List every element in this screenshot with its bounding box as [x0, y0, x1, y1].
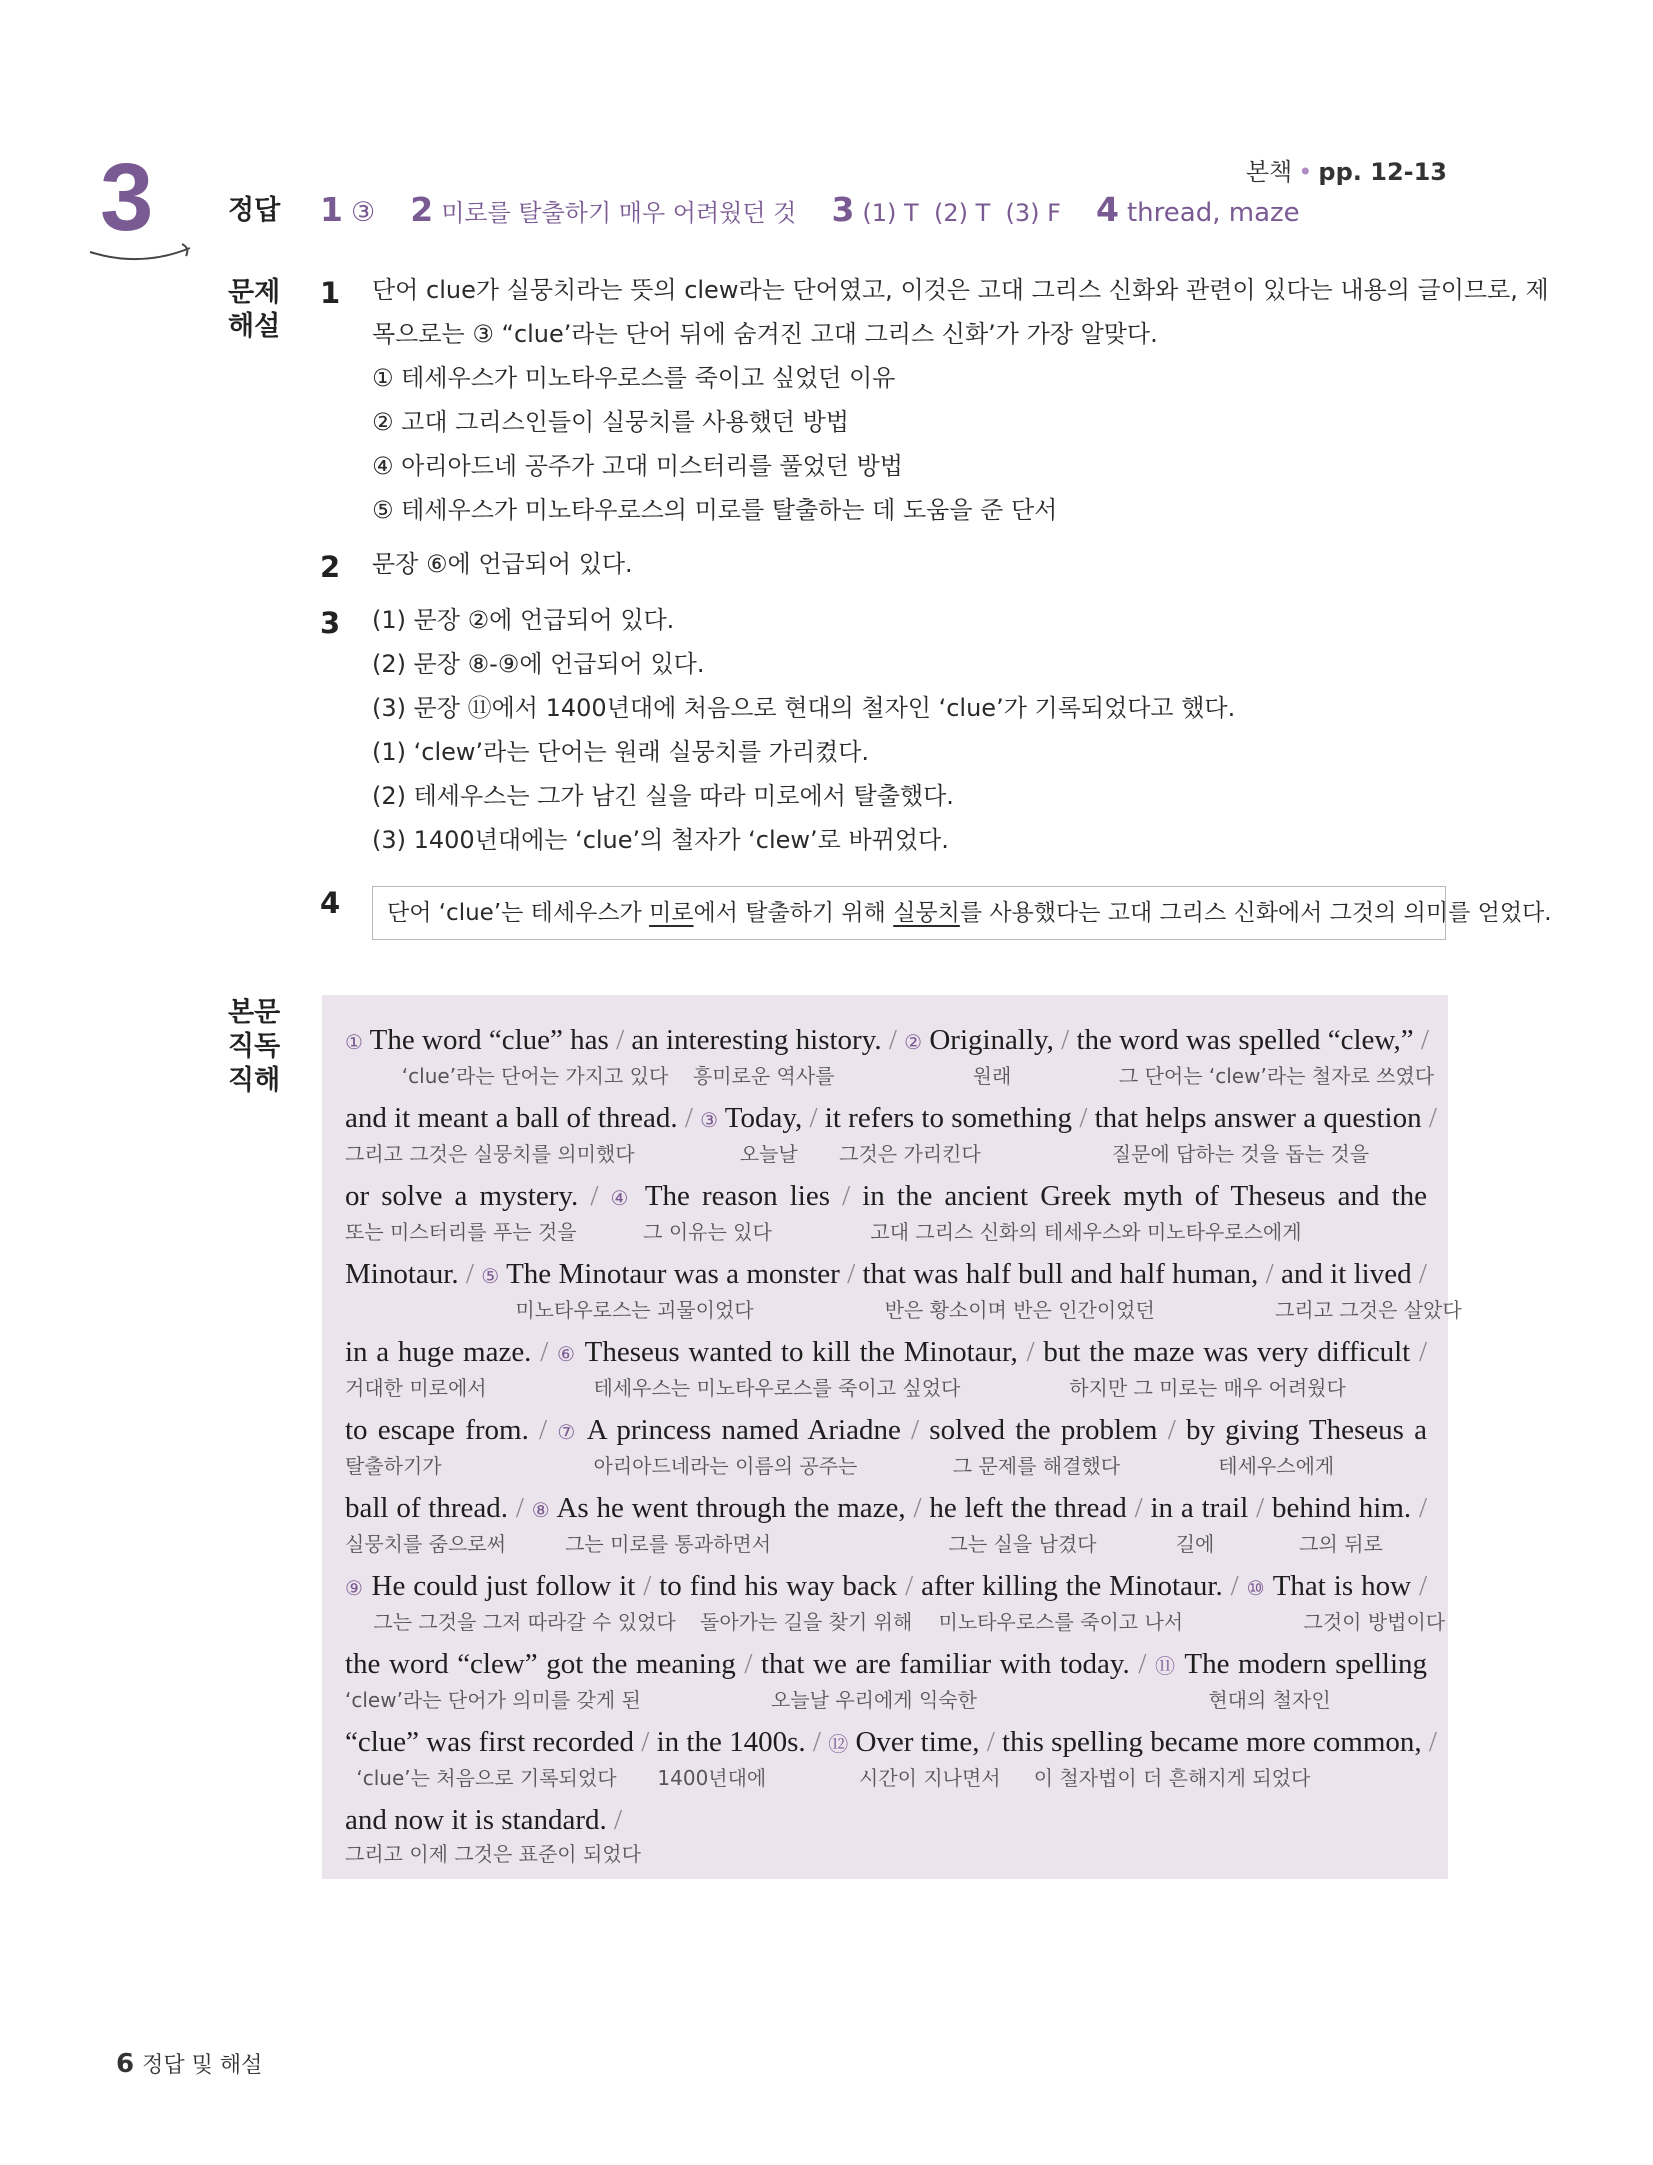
english-chunk: in the ancient Greek myth of Theseus and the [850, 1180, 1428, 1212]
explanation-label: 문제 해설 [228, 277, 281, 342]
chunk-divider: / [1418, 1492, 1428, 1524]
question-2-explanation: 문장 ⑥에 언급되어 있다. [372, 550, 633, 578]
reading-line [345, 1724, 1437, 1792]
english-chunk: to find his way back [651, 1570, 906, 1602]
reading-line [345, 1802, 1427, 1868]
english-chunk: after killing the Minotaur. [913, 1570, 1231, 1602]
page-footer [116, 2048, 262, 2079]
korean-gloss: 거대한 미로에서 [345, 1376, 487, 1400]
korean-gloss: ‘clew’라는 단어가 의미를 갖게 된 [345, 1688, 641, 1712]
korean-gloss: 그는 그것을 그저 따라갈 수 있었다 [373, 1610, 676, 1634]
korean-gloss: 그리고 이제 그것은 표준이 되었다 [345, 1842, 641, 1866]
bullet-dot: • [1298, 158, 1313, 186]
sentence-number: ② [904, 1030, 923, 1054]
korean-gloss: 하지만 그 미로는 매우 어려웠다 [1069, 1376, 1346, 1400]
reading-line [345, 1568, 1446, 1636]
sentence-number: ⑨ [345, 1576, 364, 1600]
english-chunk: Theseus wanted to kill the Minotaur, [576, 1336, 1027, 1368]
chunk-divider: / [913, 1492, 922, 1524]
korean-gloss-row [345, 1138, 1427, 1168]
english-text [345, 1334, 1427, 1372]
answer-key-label: 정답 [228, 195, 281, 226]
korean-gloss: 그것은 가리킨다 [839, 1142, 981, 1166]
chunk-divider: / [515, 1492, 524, 1524]
korean-gloss: 1400년대에 [657, 1766, 767, 1790]
english-chunk: The Minotaur was a monster [499, 1258, 848, 1290]
chunk-divider: / [1265, 1258, 1274, 1290]
english-text [345, 1802, 1427, 1838]
english-chunk [547, 1414, 557, 1446]
english-chunk: that helps answer a question [1087, 1102, 1429, 1134]
unit-number: 3 [100, 144, 154, 251]
korean-gloss: 반은 황소이며 반은 인간이었던 [884, 1298, 1155, 1322]
chunk-divider: / [614, 1804, 623, 1836]
chunk-divider: / [888, 1024, 897, 1056]
english-chunk [598, 1180, 610, 1212]
chunk-divider: / [1256, 1492, 1265, 1524]
chunk-divider: / [1061, 1024, 1070, 1056]
underlined-thread-ball: 실뭉치 [893, 900, 960, 926]
answer-1: 1 ③ [320, 190, 376, 229]
korean-gloss: 질문에 답하는 것을 돕는 것을 [1111, 1142, 1370, 1166]
chunk-divider: / [1418, 1570, 1428, 1602]
korean-gloss: 고대 그리스 신화의 테세우스와 미노타우로스에게 [870, 1220, 1302, 1244]
english-text [345, 1412, 1427, 1450]
chunk-divider: / [1138, 1648, 1147, 1680]
chunk-divider: / [986, 1726, 995, 1758]
chunk-divider: / [1079, 1102, 1088, 1134]
english-chunk: and it meant a ball of thread. [345, 1102, 685, 1134]
korean-gloss-row [345, 1606, 1446, 1636]
english-text [345, 1646, 1427, 1684]
english-chunk: Originally, [922, 1024, 1062, 1056]
korean-gloss-row [345, 1838, 1427, 1868]
chunk-divider: / [1428, 1102, 1437, 1134]
korean-gloss-row [345, 1450, 1427, 1480]
sentence-number: ⑧ [531, 1498, 551, 1522]
english-chunk: in a huge maze. [345, 1336, 541, 1368]
english-chunk: in a trail [1142, 1492, 1257, 1524]
english-chunk [548, 1336, 557, 1368]
korean-gloss: 돌아가는 길을 찾기 위해 [700, 1610, 913, 1634]
english-chunk: The reason lies [633, 1180, 843, 1212]
chunk-divider: / [911, 1414, 920, 1446]
english-chunk: he left the thread [921, 1492, 1135, 1524]
sentence-number: ① [345, 1030, 363, 1054]
korean-gloss: 또는 미스터리를 푸는 것을 [345, 1220, 577, 1244]
english-text [345, 1724, 1437, 1762]
question-2-number: 2 [320, 550, 341, 584]
chunk-divider: / [1026, 1336, 1035, 1368]
chunk-divider: / [842, 1180, 851, 1212]
page-number: 6 [116, 2049, 135, 2079]
chunk-divider: / [1230, 1570, 1239, 1602]
english-chunk: that was half bull and half human, [855, 1258, 1266, 1290]
english-text [345, 1256, 1427, 1294]
answer-2: 2 미로를 탈출하기 매우 어려웠던 것 [410, 190, 797, 229]
reading-line [345, 1412, 1427, 1480]
reading-line [345, 1334, 1427, 1402]
sentence-number: ⑩ [1246, 1576, 1266, 1600]
korean-gloss: 그는 미로를 통과하면서 [565, 1532, 772, 1556]
korean-gloss: 그것이 방법이다 [1303, 1610, 1446, 1634]
question-1-number: 1 [320, 276, 341, 310]
chunk-divider: / [641, 1726, 650, 1758]
sentence-number: ⑥ [557, 1342, 577, 1366]
english-chunk: That is how [1265, 1570, 1419, 1602]
korean-gloss: 흥미로운 역사를 [692, 1064, 835, 1088]
page-reference [1246, 152, 1447, 187]
korean-gloss: 현대의 철자인 [1208, 1688, 1331, 1712]
korean-gloss: 실뭉치를 줌으로써 [345, 1532, 506, 1556]
sentence-number: ⑤ [481, 1264, 500, 1288]
reading-line [345, 1100, 1437, 1168]
korean-gloss: ‘clue’라는 단어는 가지고 있다 [401, 1064, 669, 1088]
korean-gloss: 시간이 지나면서 [859, 1766, 1001, 1790]
korean-gloss-row [345, 1528, 1427, 1558]
english-text [345, 1568, 1427, 1606]
korean-gloss: 탈출하기가 [345, 1454, 442, 1478]
english-chunk: A princess named Ariadne [578, 1414, 912, 1446]
chunk-divider: / [1134, 1492, 1143, 1524]
underlined-maze: 미로 [649, 900, 694, 926]
english-chunk: the word “clew” got the meaning [345, 1648, 745, 1680]
sentence-number: ⑦ [557, 1420, 579, 1444]
english-chunk: Today, [718, 1102, 810, 1134]
english-chunk: and it lived [1273, 1258, 1419, 1290]
english-chunk: in the 1400s. [649, 1726, 813, 1758]
footer-title: 정답 및 해설 [142, 2053, 263, 2078]
korean-gloss: ‘clue’는 처음으로 기록되었다 [356, 1766, 617, 1790]
korean-gloss-row [345, 1372, 1427, 1402]
english-text [345, 1178, 1427, 1216]
english-chunk: ball of thread. [345, 1492, 516, 1524]
chunk-divider: / [590, 1180, 599, 1212]
chunk-divider: / [465, 1258, 474, 1290]
chunk-divider: / [847, 1258, 856, 1290]
reading-line [345, 1178, 1427, 1246]
english-text [345, 1100, 1437, 1138]
english-chunk: solved the problem [919, 1414, 1168, 1446]
korean-gloss: 이 철자법이 더 흔해지게 되었다 [1033, 1766, 1311, 1790]
english-chunk [1239, 1570, 1247, 1602]
reading-line [345, 1022, 1435, 1090]
sentence-number: ③ [700, 1108, 719, 1132]
sentence-number: ⑫ [828, 1732, 849, 1756]
english-text [345, 1490, 1427, 1528]
answer-3: 3 (1) T (2) T (3) F [831, 190, 1061, 229]
korean-gloss: 오늘날 우리에게 익숙한 [771, 1688, 977, 1712]
korean-gloss: 아리아드네라는 이름의 공주는 [593, 1454, 858, 1478]
question-4-number: 4 [320, 886, 341, 920]
english-chunk: that we are familiar with today. [752, 1648, 1139, 1680]
korean-gloss: 미노타우로스를 죽이고 나서 [938, 1610, 1184, 1634]
english-chunk [1146, 1648, 1155, 1680]
english-chunk: The modern spelling [1176, 1648, 1428, 1680]
english-chunk: it refers to something [817, 1102, 1080, 1134]
chunk-divider: / [1418, 1336, 1427, 1368]
chunk-divider: / [1418, 1258, 1427, 1290]
korean-gloss: 그리고 그것은 살았다 [1275, 1298, 1462, 1322]
question-3-number: 3 [320, 606, 341, 640]
chunk-divider: / [616, 1024, 625, 1056]
korean-gloss: 오늘날 [739, 1142, 798, 1166]
english-chunk: by giving Theseus a [1175, 1414, 1428, 1446]
english-chunk: the word was spelled “clew,” [1069, 1024, 1421, 1056]
question-4-answer-box: 단어 ‘clue’는 테세우스가 미로에서 탈출하기 위해 실뭉치를 사용했다는 고대 그리스 신화에서 그것의 의미를 얻었다. [372, 886, 1446, 940]
english-chunk: As he went through the maze, [550, 1492, 914, 1524]
page-ref-label: 본책 [1245, 158, 1293, 186]
chunk-divider: / [809, 1102, 818, 1134]
chunk-divider: / [684, 1102, 693, 1134]
sentence-number: ⑪ [1154, 1654, 1177, 1678]
answer-key [320, 190, 1330, 229]
korean-gloss: 길에 [1175, 1532, 1215, 1556]
korean-gloss: 그리고 그것은 실뭉치를 의미했다 [345, 1142, 635, 1166]
chunk-divider: / [1420, 1024, 1429, 1056]
english-chunk: this spelling became more common, [994, 1726, 1429, 1758]
reading-label: 본문 직독 직해 [228, 997, 281, 1096]
english-chunk: He could just follow it [363, 1570, 644, 1602]
reading-line [345, 1490, 1427, 1558]
page-ref-pages: pp. 12-13 [1318, 158, 1447, 186]
korean-gloss: 그 문제를 해결했다 [952, 1454, 1121, 1478]
reading-line [345, 1256, 1462, 1324]
korean-gloss: 테세우스는 미노타우로스를 죽이고 싶었다 [593, 1376, 961, 1400]
korean-gloss-row [345, 1294, 1462, 1324]
english-chunk: “clue” was first recorded [345, 1726, 642, 1758]
question-1-explanation: 단어 clue가 실뭉치라는 뜻의 clew라는 단어였고, 이것은 고대 그리스 신화와 관련이 있다는 내용의 글이므로, 제 목으로는 ③ “clue’라는 단어 뒤에 숨겨진 고대 그리스 신화’가 가장 알맞다. ① 테세우스가 미노타우로스를 죽이고 싶었던 이유 ② 고대 그리스인들이 실뭉치를 사용했던 방법 ④ 아리아드네 공주가 고대 미스터리를 풀었던 방법 ⑤ 테세우스가 미노타우로스의 미로를 탈출하는 데 도움을 준 단서 [372, 276, 1549, 524]
english-chunk: behind him. [1264, 1492, 1419, 1524]
english-text [345, 1022, 1427, 1060]
chunk-divider: / [1167, 1414, 1176, 1446]
english-chunk: Minotaur. [345, 1258, 466, 1290]
korean-gloss: 그 단어는 ‘clew’라는 철자로 쓰였다 [1118, 1064, 1435, 1088]
korean-gloss: 그의 뒤로 [1299, 1532, 1383, 1556]
chunk-divider: / [905, 1570, 914, 1602]
answer-4: 4 thread, maze [1096, 190, 1300, 229]
korean-gloss: 원래 [972, 1064, 1012, 1088]
reading-line [345, 1646, 1427, 1714]
korean-gloss-row [345, 1216, 1427, 1246]
english-chunk: Over time, [848, 1726, 987, 1758]
swoosh-decoration [86, 240, 196, 270]
question-3-explanation: (1) 문장 ②에 언급되어 있다. (2) 문장 ⑧-⑨에 언급되어 있다. (3) 문장 ⑪에서 1400년대에 처음으로 현대의 철자인 ‘clue’가 기록되었다고 했다. (1) ‘clew’라는 단어는 원래 실뭉치를 가리켰다. (2) 테세우스는 그가 남긴 실을 따라 미로에서 탈출했다. (3) 1400년대에는 ‘clue’의 철자가 ‘clew’로 바뀌었다. [372, 606, 1236, 854]
chunk-divider: / [744, 1648, 753, 1680]
korean-gloss: 그는 실을 남겼다 [948, 1532, 1097, 1556]
english-chunk: The word “clue” has [362, 1024, 617, 1056]
korean-gloss: 테세우스에게 [1218, 1454, 1335, 1478]
chunk-divider: / [539, 1414, 548, 1446]
chunk-divider: / [812, 1726, 821, 1758]
chunk-divider: / [540, 1336, 549, 1368]
english-chunk [524, 1492, 532, 1524]
korean-gloss-row [345, 1060, 1435, 1090]
korean-gloss: 미노타우로스는 괴물이었다 [515, 1298, 754, 1322]
english-chunk: an interesting history. [624, 1024, 889, 1056]
chunk-divider: / [643, 1570, 652, 1602]
korean-gloss: 그 이유는 있다 [643, 1220, 772, 1244]
english-chunk: but the maze was very difficult [1034, 1336, 1419, 1368]
chunk-divider: / [1428, 1726, 1437, 1758]
korean-gloss-row [345, 1684, 1427, 1714]
sentence-number: ④ [610, 1186, 634, 1210]
english-chunk: and now it is standard. [345, 1804, 615, 1836]
korean-gloss-row [345, 1762, 1427, 1792]
english-chunk: or solve a mystery. [345, 1180, 591, 1212]
english-chunk: to escape from. [345, 1414, 540, 1446]
